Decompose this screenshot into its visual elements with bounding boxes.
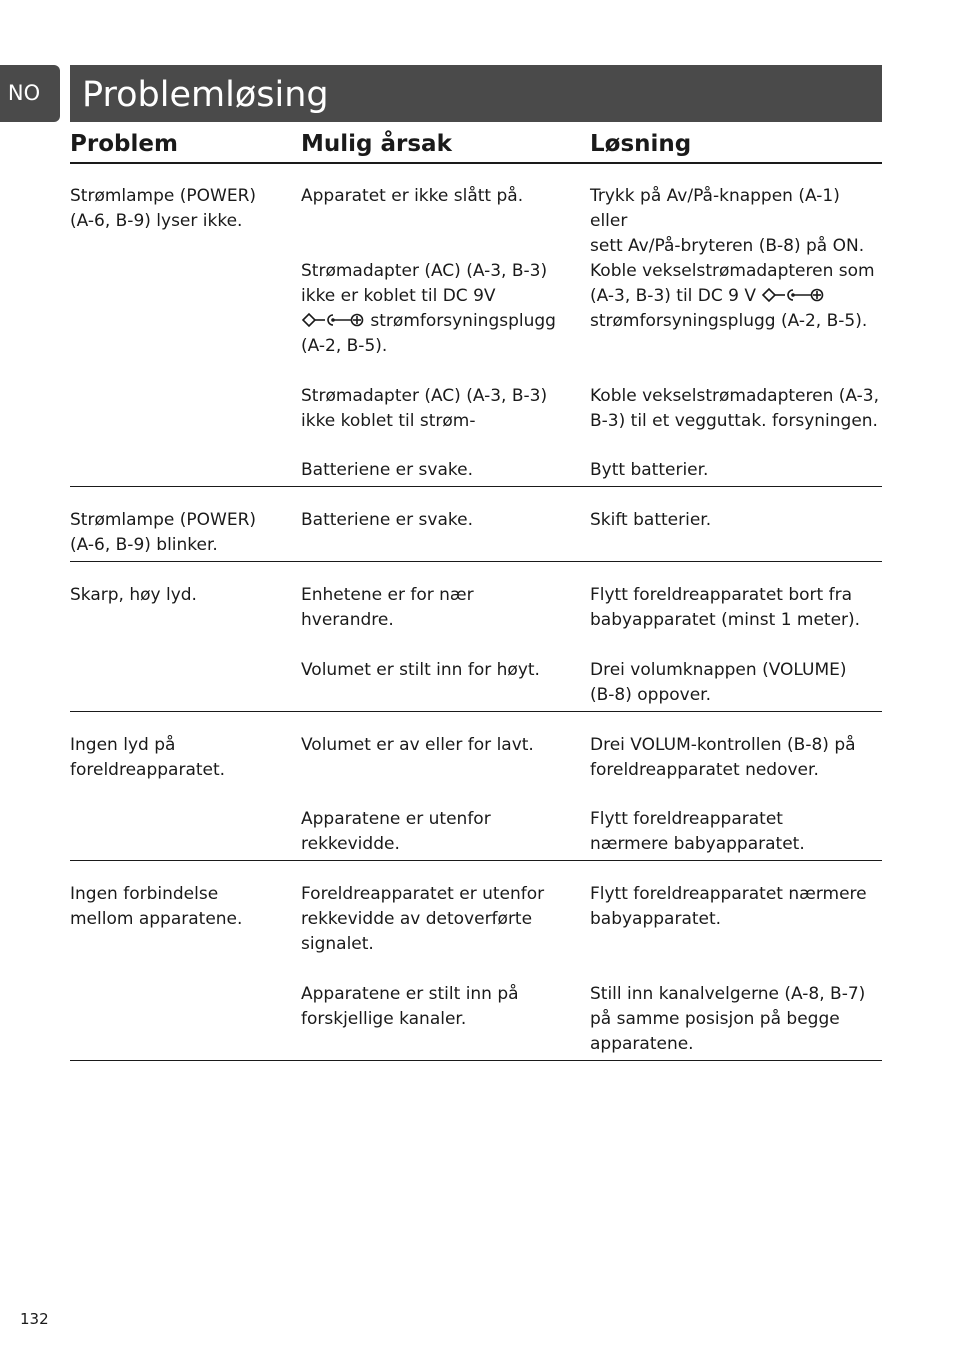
problem-cell: Ingen lyd på foreldreapparatet. — [70, 735, 226, 780]
page-number: 132 — [20, 1310, 49, 1328]
cause-cell: Apparatet er ikke slått på. — [301, 186, 524, 206]
cause-cell: Enhetene er for nær hverandre. — [301, 585, 474, 630]
cause-cell: Apparatene er utenfor rekkevidde. — [301, 809, 491, 854]
problem-cell: Strømlampe (POWER) (A-6, B-9) blinker. — [70, 510, 257, 555]
row-divider — [70, 711, 882, 712]
dc-polarity-icon — [301, 312, 365, 328]
solution-cell — [590, 259, 882, 334]
language-tab: NO — [0, 65, 60, 122]
dc-polarity-icon — [761, 287, 825, 303]
cause-cell: Apparatene er stilt inn på forskjellige kanaler. — [301, 984, 519, 1029]
solution-cell: Still inn kanalvelgerne (A-8, B-7) på samme posisjon på begge apparatene. — [590, 984, 866, 1054]
solution-cell: Flytt foreldreapparatet bort fra babyapparatet (minst 1 meter). — [590, 585, 861, 630]
solution-cell: Drei volumknappen (VOLUME) (B-8) oppover. — [590, 660, 847, 705]
cause-cell: Batteriene er svake. — [301, 460, 473, 480]
solution-cell: Koble vekselstrømadapteren (A-3, B-3) til et vegguttak. forsyningen. — [590, 386, 879, 431]
header-cause: Mulig årsak — [301, 131, 452, 157]
header-divider — [70, 162, 882, 164]
row-divider — [70, 486, 882, 487]
problem-cell: Strømlampe (POWER) (A-6, B-9) lyser ikke. — [70, 186, 257, 231]
solution-text-a: Koble vekselstrømadapteren som (A-3, B-3) til DC 9 V — [590, 261, 875, 306]
table-header — [0, 128, 954, 164]
solution-cell: Drei VOLUM-kontrollen (B-8) på foreldreapparatet nedover. — [590, 735, 856, 780]
solution-cell: Flytt foreldreapparatet nærmere babyapparatet. — [590, 884, 867, 929]
header-problem: Problem — [70, 131, 178, 157]
problem-cell: Ingen forbindelse mellom apparatene. — [70, 884, 243, 929]
cause-text-b: strømforsyningsplugg (A-2, B-5). — [301, 311, 556, 356]
problem-cell: Skarp, høy lyd. — [70, 585, 197, 605]
cause-cell: Volumet er av eller for lavt. — [301, 735, 534, 755]
solution-text-b: strømforsyningsplugg (A-2, B-5). — [590, 311, 868, 331]
cause-cell: Volumet er stilt inn for høyt. — [301, 660, 540, 680]
cause-cell: Batteriene er svake. — [301, 510, 473, 530]
cause-cell — [301, 259, 571, 359]
row-divider — [70, 860, 882, 861]
solution-cell: Trykk på Av/På-knappen (A-1) eller sett Av/På-bryteren (B-8) på ON. — [590, 186, 865, 256]
cause-text-a: Strømadapter (AC) (A-3, B-3) ikke er koblet til DC 9V — [301, 261, 548, 306]
solution-cell: Skift batterier. — [590, 510, 712, 530]
row-divider — [70, 1060, 882, 1061]
page-title: Problemløsing — [70, 65, 882, 122]
header-solution: Løsning — [590, 131, 692, 157]
cause-cell: Foreldreapparatet er utenfor rekkevidde av detoverførte signalet. — [301, 884, 545, 954]
solution-cell: Flytt foreldreapparatet nærmere babyapparatet. — [590, 809, 805, 854]
solution-cell: Bytt batterier. — [590, 460, 709, 480]
cause-cell: Strømadapter (AC) (A-3, B-3) ikke koblet til strøm- — [301, 386, 548, 431]
row-divider — [70, 561, 882, 562]
